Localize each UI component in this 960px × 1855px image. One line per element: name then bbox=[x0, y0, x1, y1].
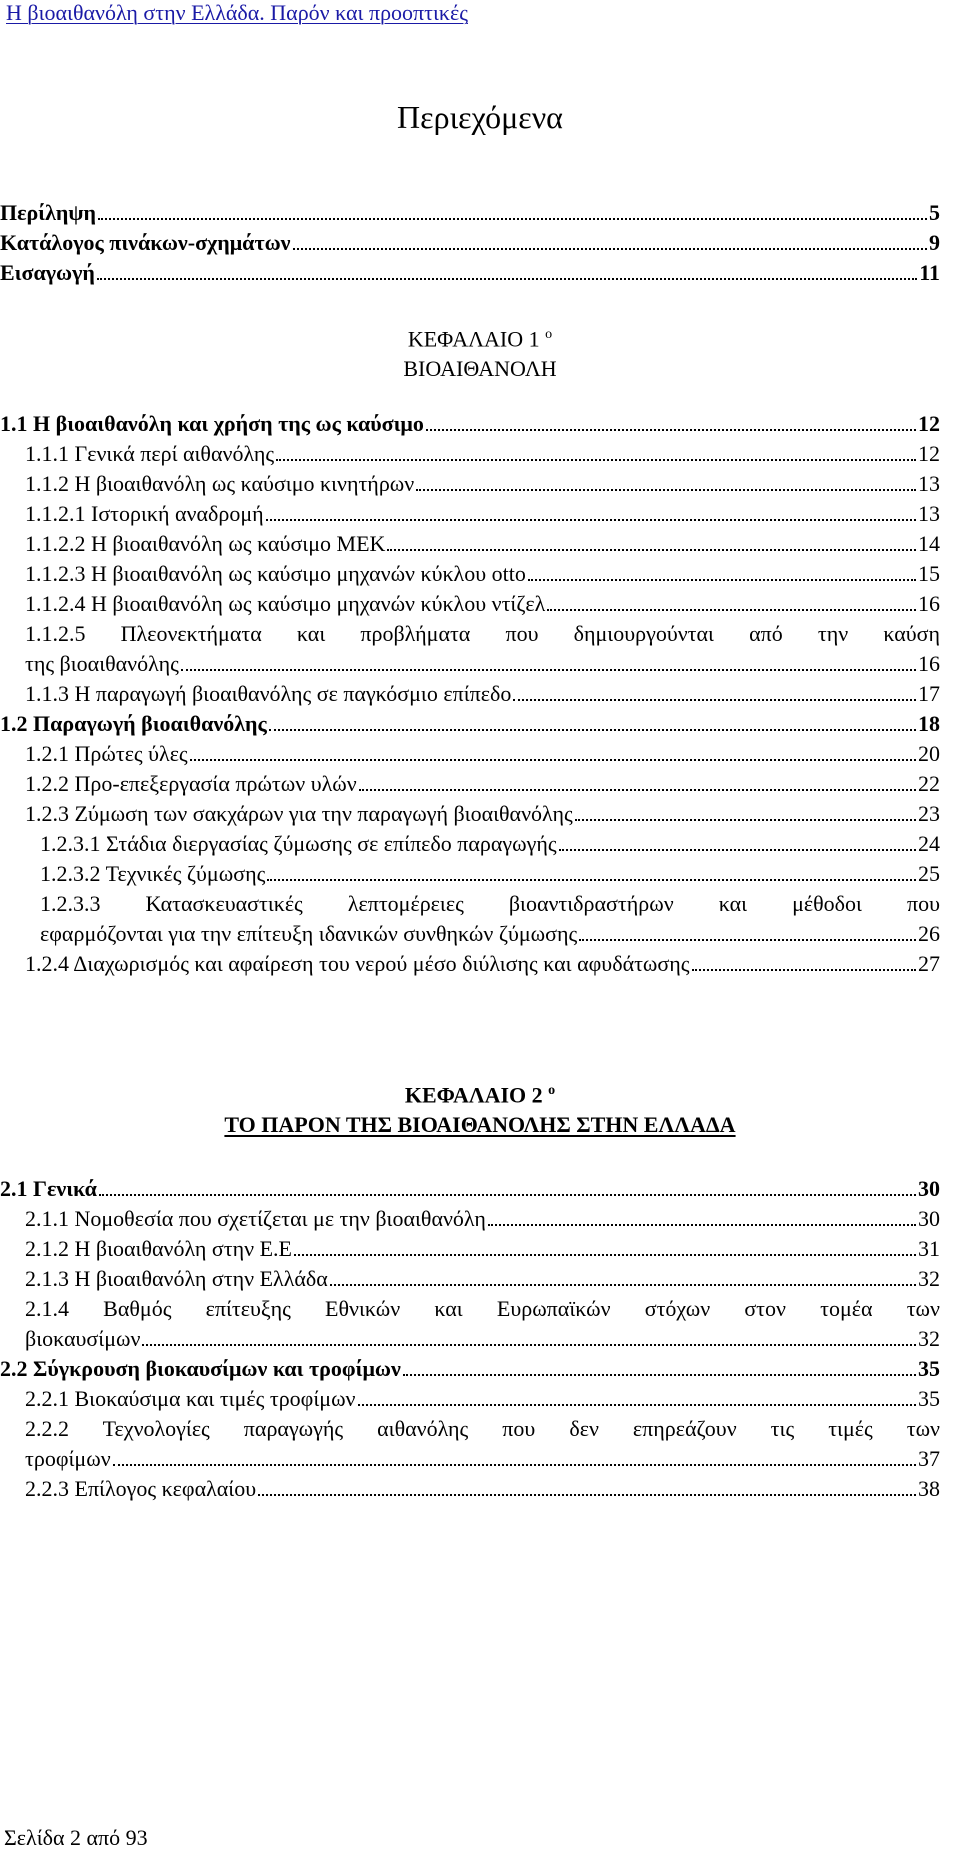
toc-entry bbox=[25, 1264, 940, 1294]
toc-entry-page: 30 bbox=[918, 1176, 940, 1201]
toc-entry-text: Εισαγωγή bbox=[0, 260, 95, 285]
toc-entry-page: 32 bbox=[918, 1326, 940, 1351]
toc-entry-text: Περίληψη bbox=[0, 200, 97, 225]
chapter-1-label: ΚΕΦΑΛΑΙΟ 1 bbox=[407, 326, 540, 352]
chapter-1-title bbox=[0, 318, 960, 355]
dot-leader bbox=[266, 519, 916, 521]
toc-entry-page: 22 bbox=[918, 771, 940, 796]
toc-entry bbox=[25, 529, 940, 559]
dot-leader bbox=[276, 459, 916, 461]
toc-entry-first-line: 2.2.2 Τεχνολογίες παραγωγής αιθανόλης που δεν επηρεάζουν τις τιμές των bbox=[25, 1416, 940, 1441]
toc-entry bbox=[25, 469, 940, 499]
toc-entry-text: 2.2.3 Επίλογος κεφαλαίου bbox=[25, 1476, 257, 1501]
toc-entry-text: 1.1 Η βιοαιθανόλη και χρήση της ως καύσιμο bbox=[0, 411, 424, 436]
dot-leader bbox=[426, 429, 916, 431]
toc-entry-text: 2.1 Γενικά bbox=[0, 1176, 97, 1201]
toc-entry-page: 14 bbox=[918, 531, 940, 556]
dot-leader bbox=[403, 1374, 916, 1376]
toc-entry-page: 9 bbox=[929, 230, 940, 255]
toc-entry-page: 32 bbox=[918, 1266, 940, 1291]
toc-entry-text: βιοκαυσίμων bbox=[25, 1326, 141, 1351]
toc-entry bbox=[0, 709, 940, 739]
dot-leader bbox=[190, 759, 916, 761]
chapter-2-title bbox=[0, 1074, 960, 1111]
chapter-2-name-wrap bbox=[0, 1108, 960, 1141]
toc-entry-page: 24 bbox=[918, 831, 940, 856]
toc-entry-page: 35 bbox=[918, 1356, 940, 1381]
toc-entry-text: 1.2.3.2 Τεχνικές ζύμωσης bbox=[40, 861, 266, 886]
dot-leader bbox=[358, 1404, 916, 1406]
dot-leader bbox=[387, 549, 916, 551]
chapter-2-ordinal: ο bbox=[548, 1083, 556, 1098]
dot-leader bbox=[97, 278, 917, 280]
dot-leader bbox=[575, 819, 916, 821]
toc-entry bbox=[0, 228, 940, 258]
toc-entry-page: 37 bbox=[918, 1446, 940, 1471]
toc-entry bbox=[25, 499, 940, 529]
dot-leader bbox=[293, 248, 928, 250]
dot-leader bbox=[113, 1464, 916, 1466]
toc-entry-text: 2.1.2 Η βιοαιθανόλη στην Ε.Ε bbox=[25, 1236, 292, 1261]
toc-entry bbox=[25, 649, 940, 679]
dot-leader bbox=[258, 1494, 916, 1496]
toc-entry bbox=[25, 559, 940, 589]
toc-entry-page: 11 bbox=[919, 260, 940, 285]
toc-entry-text: 2.1.3 Η βιοαιθανόλη στην Ελλάδα bbox=[25, 1266, 328, 1291]
toc-entry bbox=[25, 1474, 940, 1504]
toc-entry-text: 2.2 Σύγκρουση βιοκαυσίμων και τροφίμων bbox=[0, 1356, 401, 1381]
toc-heading: Περιεχόμενα bbox=[397, 99, 563, 135]
toc-entry bbox=[25, 1444, 940, 1474]
toc-entry-page: 25 bbox=[918, 861, 940, 886]
toc-entry bbox=[0, 198, 940, 228]
chapter-2-name: ΤΟ ΠΑΡΟΝ ΤΗΣ ΒΙΟΑΙΘΑΝΟΛΗΣ ΣΤΗΝ ΕΛΛΑΔΑ bbox=[224, 1112, 736, 1137]
toc-entry-text: 1.2 Παραγωγή βιοαιθανόλης bbox=[0, 711, 267, 736]
dot-leader bbox=[267, 879, 916, 881]
toc-entry-page: 27 bbox=[918, 951, 940, 976]
toc-entry bbox=[0, 409, 940, 439]
toc-entry bbox=[25, 1234, 940, 1264]
toc-entry bbox=[25, 439, 940, 469]
toc-entry-first-line: 1.2.3.3 Κατασκευαστικές λεπτομέρειες βιοαντιδραστήρων και μέθοδοι που bbox=[40, 891, 940, 916]
toc-entry-text: 1.1.2 Η βιοαιθανόλη ως καύσιμο κινητήρων bbox=[25, 471, 415, 496]
chapter-1-name: ΒΙΟΑΙΘΑΝΟΛΗ bbox=[403, 356, 557, 381]
toc-entry bbox=[40, 859, 940, 889]
toc-entry-text: 1.1.1 Γενικά περί αιθανόλης bbox=[25, 441, 275, 466]
toc-entry-page: 35 bbox=[918, 1386, 940, 1411]
toc-entry-page: 16 bbox=[918, 591, 940, 616]
dot-leader bbox=[513, 699, 916, 701]
toc-entry bbox=[25, 679, 940, 709]
toc-entry-page: 13 bbox=[918, 501, 940, 526]
chapter-1-ordinal: ο bbox=[545, 327, 553, 342]
toc-entry-text: 1.2.3 Ζύμωση των σακχάρων για την παραγωγή βιοαιθανόλης bbox=[25, 801, 573, 826]
toc-entry-page: 17 bbox=[918, 681, 940, 706]
toc-entry bbox=[0, 258, 940, 288]
toc-entry-page: 26 bbox=[918, 921, 940, 946]
dot-leader bbox=[559, 849, 916, 851]
toc-entry-page: 18 bbox=[918, 711, 940, 736]
toc-entry bbox=[0, 1354, 940, 1384]
toc-entry-page: 13 bbox=[918, 471, 940, 496]
toc-entry-page: 12 bbox=[918, 441, 940, 466]
document-header-title: Η βιοαιθανόλη στην Ελλάδα. Παρόν και προοπτικές bbox=[6, 0, 468, 25]
toc-entry-text: 1.1.2.1 Ιστορική αναδρομή bbox=[25, 501, 264, 526]
toc-entry bbox=[0, 1174, 940, 1204]
toc-entry-text: της βιοαιθανόλης bbox=[25, 651, 179, 676]
toc-entry-page: 15 bbox=[918, 561, 940, 586]
toc-entry-text: 1.1.3 Η παραγωγή βιοαιθανόλης σε παγκόσμιο επίπεδο bbox=[25, 681, 512, 706]
toc-entry-page: 31 bbox=[918, 1236, 940, 1261]
chapter-2-label: ΚΕΦΑΛΑΙΟ 2 bbox=[404, 1082, 543, 1108]
toc-entry bbox=[25, 1384, 940, 1414]
dot-leader bbox=[269, 729, 916, 731]
dot-leader bbox=[142, 1344, 916, 1346]
toc-entry bbox=[25, 1324, 940, 1354]
toc-entry-page: 16 bbox=[918, 651, 940, 676]
toc-entry bbox=[40, 829, 940, 859]
toc-entry bbox=[25, 739, 940, 769]
toc-entry-text: 2.1.1 Νομοθεσία που σχετίζεται με την βιοαιθανόλη bbox=[25, 1206, 486, 1231]
dot-leader bbox=[579, 939, 916, 941]
page-footer: Σελίδα 2 από 93 bbox=[4, 1825, 148, 1850]
toc-entry-text: εφαρμόζονται για την επίτευξη ιδανικών συνθηκών ζύμωσης bbox=[40, 921, 578, 946]
dot-leader bbox=[416, 489, 916, 491]
toc-entry-text: 1.1.2.4 Η βιοαιθανόλη ως καύσιμο μηχανών κύκλου ντίζελ bbox=[25, 591, 546, 616]
toc-entry-first-line: 1.1.2.5 Πλεονεκτήματα και προβλήματα που δημιουργούνται από την καύση bbox=[25, 621, 940, 646]
toc-entry-text: 1.2.2 Προ-επεξεργασία πρώτων υλών bbox=[25, 771, 357, 796]
dot-leader bbox=[692, 969, 917, 971]
dot-leader bbox=[99, 1194, 916, 1196]
toc-entry-page: 20 bbox=[918, 741, 940, 766]
toc-entry-page: 38 bbox=[918, 1476, 940, 1501]
dot-leader bbox=[98, 218, 927, 220]
toc-entry bbox=[25, 769, 940, 799]
toc-entry bbox=[25, 799, 940, 829]
toc-entry-page: 23 bbox=[918, 801, 940, 826]
dot-leader bbox=[294, 1254, 916, 1256]
dot-leader bbox=[488, 1224, 916, 1226]
toc-entry-text: 2.2.1 Βιοκαύσιμα και τιμές τροφίμων bbox=[25, 1386, 356, 1411]
toc-entry-page: 30 bbox=[918, 1206, 940, 1231]
dot-leader bbox=[330, 1284, 916, 1286]
dot-leader bbox=[547, 609, 916, 611]
toc-entry-text: 1.1.2.2 Η βιοαιθανόλη ως καύσιμο ΜΕΚ bbox=[25, 531, 386, 556]
toc-entry-text: 1.2.4 Διαχωρισμός και αφαίρεση του νερού μέσο διύλισης και αφυδάτωσης bbox=[25, 951, 690, 976]
toc-entry-text: 1.2.3.1 Στάδια διεργασίας ζύμωσης σε επίπεδο παραγωγής bbox=[40, 831, 557, 856]
dot-leader bbox=[181, 669, 916, 671]
dot-leader bbox=[359, 789, 916, 791]
toc-entry bbox=[40, 919, 940, 949]
dot-leader bbox=[528, 579, 916, 581]
toc-entry-page: 12 bbox=[918, 411, 940, 436]
toc-entry-first-line: 2.1.4 Βαθμός επίτευξης Εθνικών και Ευρωπαϊκών στόχων στον τομέα των bbox=[25, 1296, 940, 1321]
toc-entry-page: 5 bbox=[929, 200, 940, 225]
toc-entry bbox=[25, 589, 940, 619]
toc-entry-text: 1.1.2.3 Η βιοαιθανόλη ως καύσιμο μηχανών κύκλου otto bbox=[25, 561, 526, 586]
toc-entry-text: 1.2.1 Πρώτες ύλες bbox=[25, 741, 188, 766]
toc-entry-text: τροφίμων bbox=[25, 1446, 111, 1471]
toc-entry-text: Κατάλογος πινάκων-σχημάτων bbox=[0, 230, 291, 255]
toc-entry bbox=[25, 1204, 940, 1234]
toc-entry bbox=[25, 949, 940, 979]
